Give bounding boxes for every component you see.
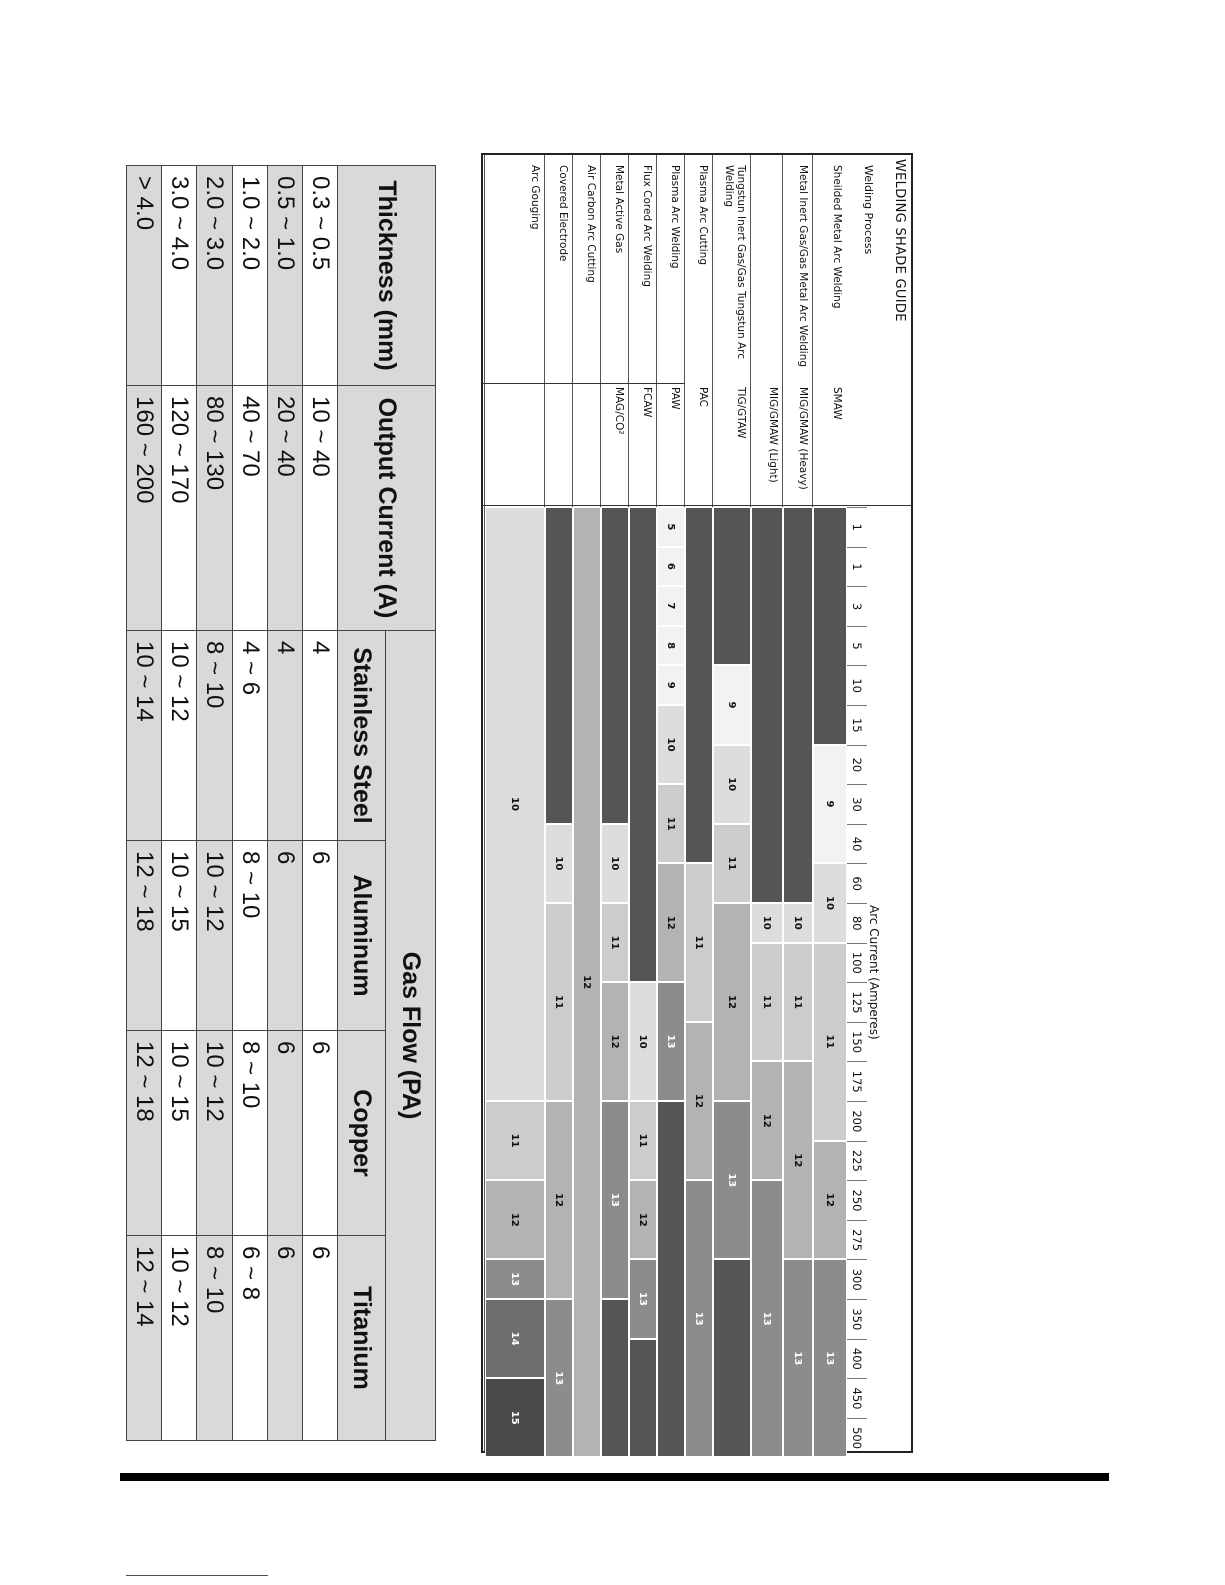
material-header-aluminum: Aluminum	[338, 841, 386, 1031]
shade-cell: 12	[545, 1101, 573, 1299]
ampere-header-cell: 60	[847, 863, 867, 903]
shade-cell: 7	[657, 586, 685, 626]
shade-cell	[783, 507, 813, 903]
ampere-header-cell: 1	[847, 507, 867, 547]
process-name: Sheilded Metal Arc Welding	[831, 165, 843, 309]
process-abbreviation: TIG/GTAW	[735, 387, 747, 439]
process-name: Metal Active Gas	[613, 165, 625, 254]
gas-flow-cell: 6	[267, 841, 302, 1031]
process-name: Metal Inert Gas/Gas Metal Arc Welding	[797, 165, 809, 368]
gas-flow-cell: 6	[267, 1031, 302, 1236]
gas-flow-grid	[126, 165, 436, 1441]
gas-flow-cell: 6	[302, 841, 337, 1031]
gas-flow-rows	[127, 166, 338, 1441]
shade-cell: 10	[713, 745, 751, 824]
shade-cell: 9	[657, 665, 685, 705]
shade-cell	[751, 507, 783, 903]
shade-cell: 13	[685, 1180, 713, 1457]
gas-flow-cell: 3.0 ~ 4.0	[162, 166, 197, 386]
gas-flow-cell: 80 ~ 130	[197, 386, 232, 631]
arc-current-header: Arc Current (Amperes)	[867, 905, 881, 1040]
shade-cell: 13	[783, 1259, 813, 1457]
ampere-header-cell: 250	[847, 1180, 867, 1220]
shade-cell	[685, 507, 713, 863]
shade-cell	[657, 1101, 685, 1457]
shade-cell: 12	[751, 1061, 783, 1180]
row-divider	[484, 155, 485, 1451]
shade-cell: 11	[657, 784, 685, 863]
shade-cell	[713, 1259, 751, 1457]
footer-link-underline	[126, 1575, 268, 1576]
ampere-header-cell: 450	[847, 1378, 867, 1418]
gas-flow-cell: 4	[302, 631, 337, 841]
shade-cell: 13	[813, 1259, 847, 1457]
shade-cell	[545, 507, 573, 824]
shade-cell: 9	[713, 665, 751, 744]
shade-cell: 10	[751, 903, 783, 943]
shade-cell	[629, 507, 657, 982]
process-abbreviation: MAG/CO²	[613, 387, 625, 435]
ampere-header-cell: 40	[847, 824, 867, 864]
gas-flow-header: Gas Flow (PA)	[386, 631, 436, 1441]
gas-flow-row	[162, 166, 197, 1441]
ampere-header-cell: 275	[847, 1220, 867, 1260]
welding-process-header: Welding Process	[862, 165, 875, 255]
shade-cell: 9	[813, 745, 847, 864]
gas-flow-cell: 12 ~ 18	[127, 1031, 162, 1236]
ampere-header-cell: 5	[847, 626, 867, 666]
shade-cell: 12	[657, 863, 685, 982]
ampere-header-cell: 125	[847, 982, 867, 1022]
welding-shade-guide-wrapper	[481, 153, 913, 1453]
gas-flow-table	[126, 165, 436, 1440]
ampere-header-cell: 15	[847, 705, 867, 745]
gas-flow-cell: 0.5 ~ 1.0	[267, 166, 302, 386]
shade-cell: 12	[601, 982, 629, 1101]
ampere-header-cell: 20	[847, 745, 867, 785]
ampere-header-cell: 80	[847, 903, 867, 943]
shade-cell: 12	[685, 1022, 713, 1180]
welding-shade-guide	[481, 153, 913, 1453]
process-abbreviation: PAW	[669, 387, 681, 410]
shade-cell: 12	[783, 1061, 813, 1259]
shade-cell: 12	[813, 1141, 847, 1260]
gas-flow-cell: 10 ~ 14	[127, 631, 162, 841]
process-abbreviation: SMAW	[831, 387, 843, 420]
ampere-header-cell: 30	[847, 784, 867, 824]
shade-cell	[813, 507, 847, 745]
process-name: Plasma Arc Cutting	[697, 165, 709, 265]
gas-flow-cell: 20 ~ 40	[267, 386, 302, 631]
gas-flow-cell: 40 ~ 70	[232, 386, 267, 631]
gas-flow-cell: 10 ~ 15	[162, 1031, 197, 1236]
gas-flow-cell: 10 ~ 12	[197, 1031, 232, 1236]
shade-cell: 13	[713, 1101, 751, 1259]
ampere-header-cell: 100	[847, 943, 867, 983]
gas-flow-cell: 6 ~ 8	[232, 1236, 267, 1441]
shade-cell: 11	[783, 943, 813, 1062]
ampere-header-cell: 500	[847, 1418, 867, 1458]
shade-cell: 11	[813, 943, 847, 1141]
shade-cell: 10	[601, 824, 629, 903]
gas-flow-row	[232, 166, 267, 1441]
gas-flow-cell: 10 ~ 15	[162, 841, 197, 1031]
process-abbreviation: MIG/GMAW (Light)	[767, 387, 779, 483]
column-divider	[483, 505, 911, 506]
gas-flow-cell: 4	[267, 631, 302, 841]
gas-flow-row	[197, 166, 232, 1441]
process-abbreviation: MIG/GMAW (Heavy)	[797, 387, 809, 490]
shade-cell	[601, 1299, 629, 1457]
gas-flow-cell: 120 ~ 170	[162, 386, 197, 631]
gas-flow-cell: 12 ~ 14	[127, 1236, 162, 1441]
shade-cell	[601, 507, 629, 824]
ampere-header-cell: 175	[847, 1061, 867, 1101]
shade-cell: 13	[485, 1259, 545, 1299]
ampere-header-cell: 200	[847, 1101, 867, 1141]
ampere-header-cell: 3	[847, 586, 867, 626]
gas-flow-cell: 12 ~ 18	[127, 841, 162, 1031]
shade-cell: 8	[657, 626, 685, 666]
gas-flow-row	[302, 166, 337, 1441]
shade-cell: 11	[601, 903, 629, 982]
shade-cell: 5	[657, 507, 685, 547]
process-name: Arc Gouging	[529, 165, 541, 230]
shade-cell: 10	[629, 982, 657, 1101]
shade-cell: 13	[601, 1101, 629, 1299]
material-header-titanium: Titanium	[338, 1236, 386, 1441]
process-abbreviation: PAC	[697, 387, 709, 407]
gas-flow-cell: 6	[302, 1031, 337, 1236]
shade-cell: 13	[751, 1180, 783, 1457]
material-header-stainless: Stainless Steel	[338, 631, 386, 841]
shade-guide-title: WELDING SHADE GUIDE	[892, 159, 907, 322]
ampere-header-cell: 150	[847, 1022, 867, 1062]
shade-cell: 13	[657, 982, 685, 1101]
shade-cell: 10	[813, 863, 847, 942]
process-name: Flux Cored Arc Welding	[641, 165, 653, 287]
shade-cell: 13	[629, 1259, 657, 1338]
shade-cell: 10	[545, 824, 573, 903]
shade-cell	[629, 1339, 657, 1458]
shade-cell: 12	[573, 507, 601, 1457]
ampere-header-cell: 400	[847, 1339, 867, 1379]
ampere-header-cell: 10	[847, 665, 867, 705]
shade-cell: 12	[485, 1180, 545, 1259]
shade-cell: 12	[713, 903, 751, 1101]
thickness-header: Thickness (mm)	[338, 166, 436, 386]
shade-cell: 14	[485, 1299, 545, 1378]
shade-cell: 13	[545, 1299, 573, 1457]
gas-flow-cell: 8 ~ 10	[197, 1236, 232, 1441]
process-name: Plasma Arc Welding	[669, 165, 681, 269]
shade-cell: 11	[751, 943, 783, 1062]
gas-flow-cell: 10 ~ 12	[197, 841, 232, 1031]
gas-flow-cell: > 4.0	[127, 166, 162, 386]
ampere-header-cell: 1	[847, 547, 867, 587]
shade-cell: 10	[657, 705, 685, 784]
gas-flow-table-wrapper	[126, 165, 436, 1440]
process-abbreviation: FCAW	[641, 387, 653, 418]
gas-flow-cell: 10 ~ 40	[302, 386, 337, 631]
column-divider	[483, 383, 685, 384]
shade-cell: 11	[713, 824, 751, 903]
ampere-header-cell: 225	[847, 1141, 867, 1181]
gas-flow-cell: 1.0 ~ 2.0	[232, 166, 267, 386]
material-header-copper: Copper	[338, 1031, 386, 1236]
shade-cell: 12	[629, 1180, 657, 1259]
gas-flow-cell: 6	[302, 1236, 337, 1441]
shade-cell: 11	[485, 1101, 545, 1180]
page-divider	[120, 1473, 1109, 1481]
process-name: Tungstun Inert Gas/Gas Tungstun Arc Welding	[723, 165, 747, 360]
gas-flow-row	[127, 166, 162, 1441]
shade-cell: 11	[629, 1101, 657, 1180]
shade-cell: 11	[545, 903, 573, 1101]
ampere-header-cell: 350	[847, 1299, 867, 1339]
gas-flow-cell: 10 ~ 12	[162, 1236, 197, 1441]
process-name: Air Carbon Arc Cutting	[585, 165, 597, 283]
gas-flow-row	[267, 166, 302, 1441]
gas-flow-cell: 8 ~ 10	[232, 1031, 267, 1236]
gas-flow-cell: 8 ~ 10	[197, 631, 232, 841]
gas-flow-cell: 0.3 ~ 0.5	[302, 166, 337, 386]
shade-cell	[713, 507, 751, 665]
shade-cell: 6	[657, 547, 685, 587]
gas-flow-cell: 10 ~ 12	[162, 631, 197, 841]
gas-flow-cell: 2.0 ~ 3.0	[197, 166, 232, 386]
gas-flow-cell: 6	[267, 1236, 302, 1441]
shade-cell: 15	[485, 1378, 545, 1457]
shade-cell: 11	[685, 863, 713, 1021]
process-name: Covered Electrode	[557, 165, 569, 262]
shade-cell: 10	[783, 903, 813, 943]
shade-cell: 10	[485, 507, 545, 1101]
gas-flow-cell: 8 ~ 10	[232, 841, 267, 1031]
output-current-header: Output Current (A)	[338, 386, 436, 631]
gas-flow-cell: 4 ~ 6	[232, 631, 267, 841]
ampere-header-cell: 300	[847, 1259, 867, 1299]
gas-flow-cell: 160 ~ 200	[127, 386, 162, 631]
